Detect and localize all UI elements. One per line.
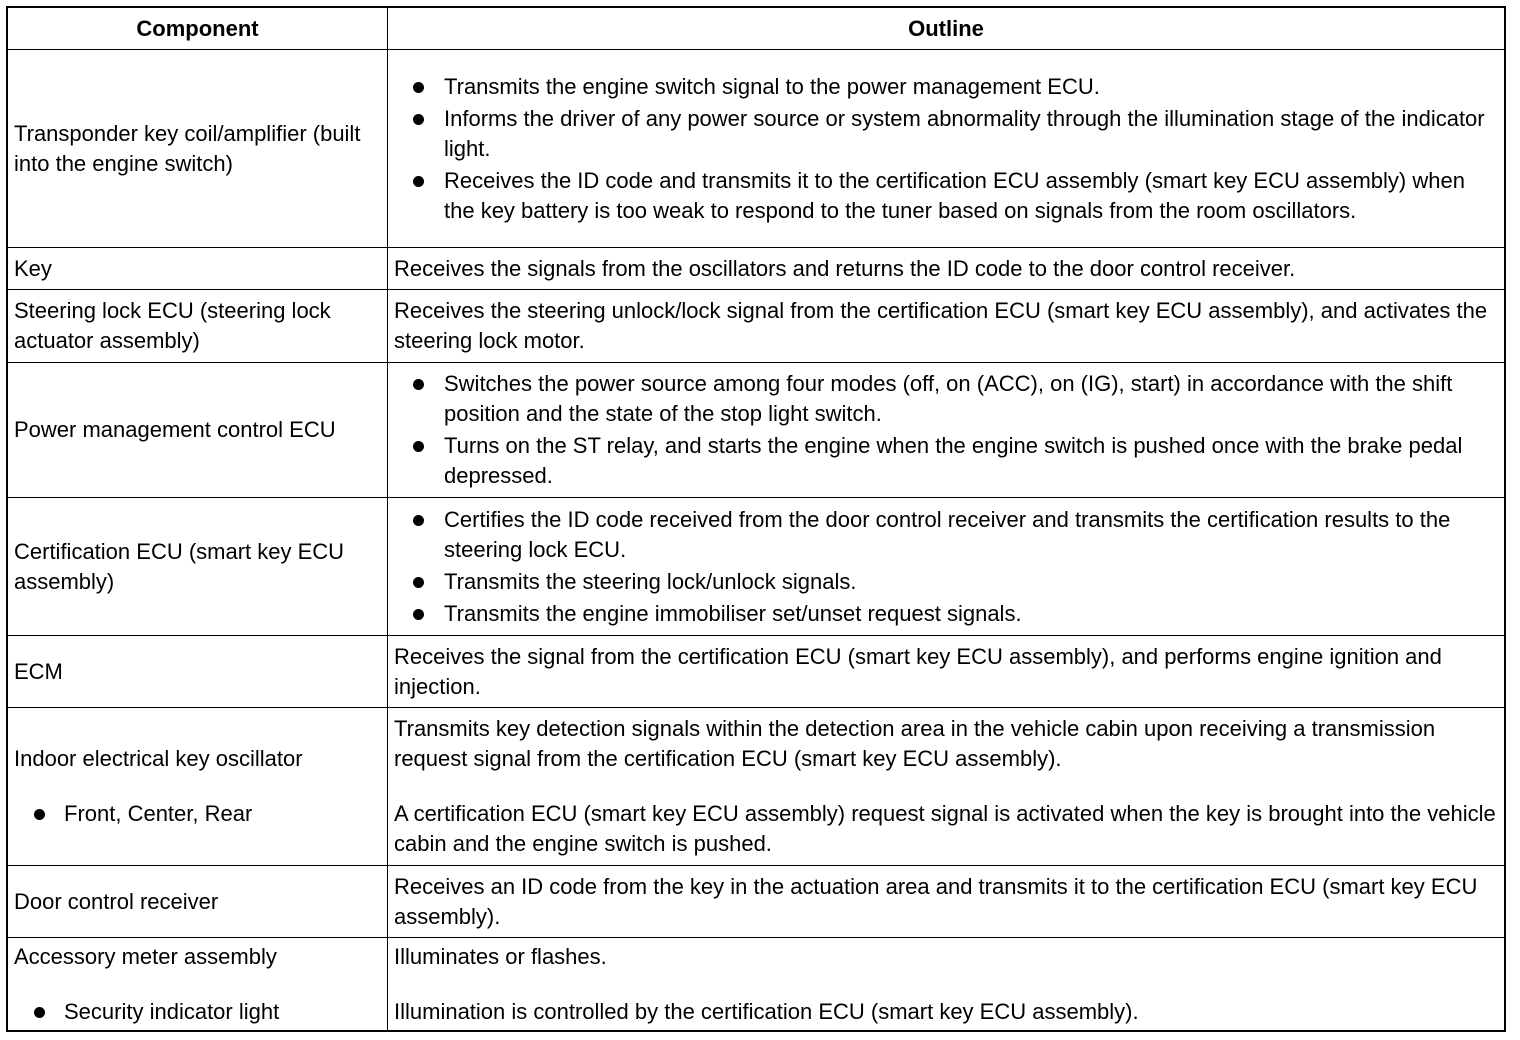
component-text: Key xyxy=(14,255,52,281)
outline-text: Receives an ID code from the key in the actuation area and transmits it to the certification ECU (smart key ECU assembly). xyxy=(394,873,1478,929)
list-item xyxy=(394,104,1498,164)
table-row xyxy=(8,636,1504,708)
component-text: Power management control ECU xyxy=(14,417,336,442)
outline-cell xyxy=(388,938,1504,1031)
outline-cell xyxy=(388,498,1504,635)
list-item xyxy=(394,599,1498,629)
table-header-row xyxy=(8,8,1504,50)
outline-text: Receives the signals from the oscillators and returns the ID code to the door control receiver. xyxy=(394,255,1296,281)
bullet-text: Informs the driver of any power source or system abnormality through the illumination stage of the indicator light. xyxy=(444,105,1485,161)
table-row xyxy=(8,938,1504,1031)
outline-cell xyxy=(388,866,1504,937)
table-row xyxy=(8,50,1504,248)
list-item xyxy=(394,505,1498,565)
table-row xyxy=(8,363,1504,498)
component-cell xyxy=(8,498,388,635)
table-row xyxy=(8,290,1504,363)
sub-bullet-text: Security indicator light xyxy=(64,999,280,1024)
bullet-icon xyxy=(413,82,424,93)
outline-cell xyxy=(388,636,1504,707)
bullet-text: Transmits the engine switch signal to the power management ECU. xyxy=(444,73,1100,99)
outline-paragraph-2: Illumination is controlled by the certification ECU (smart key ECU assembly). xyxy=(394,999,1139,1024)
component-text: Steering lock ECU (steering lock actuator assembly) xyxy=(14,298,331,353)
header-component: Component xyxy=(8,8,388,49)
component-sub-bullet xyxy=(14,799,381,829)
component-text: Certification ECU (smart key ECU assembly) xyxy=(14,538,345,594)
table-row xyxy=(8,708,1504,866)
list-item xyxy=(394,72,1498,102)
list-item xyxy=(394,166,1498,226)
component-cell xyxy=(8,866,388,937)
table-row xyxy=(8,498,1504,636)
list-item xyxy=(394,431,1498,491)
bullet-text: Transmits the engine immobiliser set/unset request signals. xyxy=(444,600,1022,626)
outline-bullet-list xyxy=(394,503,1498,631)
component-cell xyxy=(8,708,388,865)
bullet-text: Certifies the ID code received from the door control receiver and transmits the certification results to the steering lock ECU. xyxy=(444,506,1451,562)
bullet-text: Transmits the steering lock/unlock signals. xyxy=(444,568,857,594)
bullet-text: Switches the power source among four modes (off, on (ACC), on (IG), start) in accordance with the shift position and the state of the stop light switch. xyxy=(444,371,1453,426)
outline-text: Receives the signal from the certification ECU (smart key ECU assembly), and performs engine ignition and injection. xyxy=(394,643,1442,699)
outline-paragraph-2: A certification ECU (smart key ECU assembly) request signal is activated when the key is brought into the vehicle cabin and the engine switch is pushed. xyxy=(394,801,1496,856)
outline-cell xyxy=(388,248,1504,289)
header-outline: Outline xyxy=(908,15,984,41)
component-cell xyxy=(8,290,388,362)
bullet-text: Receives the ID code and transmits it to the certification ECU assembly (smart key ECU assembly) when the key battery is too weak to respond to the tuner based on signals from the room oscillators. xyxy=(444,167,1465,223)
component-sub-bullet xyxy=(14,997,381,1027)
list-item xyxy=(394,369,1498,429)
component-text: Accessory meter assembly xyxy=(14,944,277,969)
outline-bullet-list xyxy=(394,70,1498,228)
bullet-icon xyxy=(413,577,424,588)
outline-cell xyxy=(388,708,1504,865)
bullet-icon xyxy=(413,609,424,620)
bullet-icon xyxy=(413,176,424,187)
bullet-icon xyxy=(34,1007,45,1018)
component-text: Transponder key coil/amplifier (built into the engine switch) xyxy=(14,120,361,176)
component-cell xyxy=(8,363,388,497)
bullet-icon xyxy=(413,379,424,390)
table-row xyxy=(8,866,1504,938)
outline-paragraph-1: Illuminates or flashes. xyxy=(394,944,607,969)
component-text: ECM xyxy=(14,658,63,684)
bullet-icon xyxy=(413,515,424,526)
outline-cell xyxy=(388,50,1504,247)
list-item xyxy=(394,567,1498,597)
outline-text: Receives the steering unlock/lock signal from the certification ECU (smart key ECU assembly), and activates the steering lock motor. xyxy=(394,298,1488,353)
component-text: Indoor electrical key oscillator xyxy=(14,746,303,771)
component-cell xyxy=(8,938,388,1031)
bullet-icon xyxy=(413,114,424,125)
component-cell xyxy=(8,248,388,289)
outline-bullet-list xyxy=(394,367,1498,493)
table-row xyxy=(8,248,1504,290)
component-cell xyxy=(8,636,388,707)
outline-cell xyxy=(388,363,1504,497)
outline-cell xyxy=(388,290,1504,362)
component-cell xyxy=(8,50,388,247)
bullet-text: Turns on the ST relay, and starts the engine when the engine switch is pushed once with the brake pedal depressed. xyxy=(444,433,1463,488)
bullet-icon xyxy=(34,809,45,820)
outline-paragraph-1: Transmits key detection signals within the detection area in the vehicle cabin upon receiving a transmission request signal from the certification ECU (smart key ECU assembly). xyxy=(394,716,1436,771)
component-outline-table xyxy=(6,6,1506,1032)
bullet-icon xyxy=(413,441,424,452)
component-text: Door control receiver xyxy=(14,888,219,914)
sub-bullet-text: Front, Center, Rear xyxy=(64,801,253,826)
